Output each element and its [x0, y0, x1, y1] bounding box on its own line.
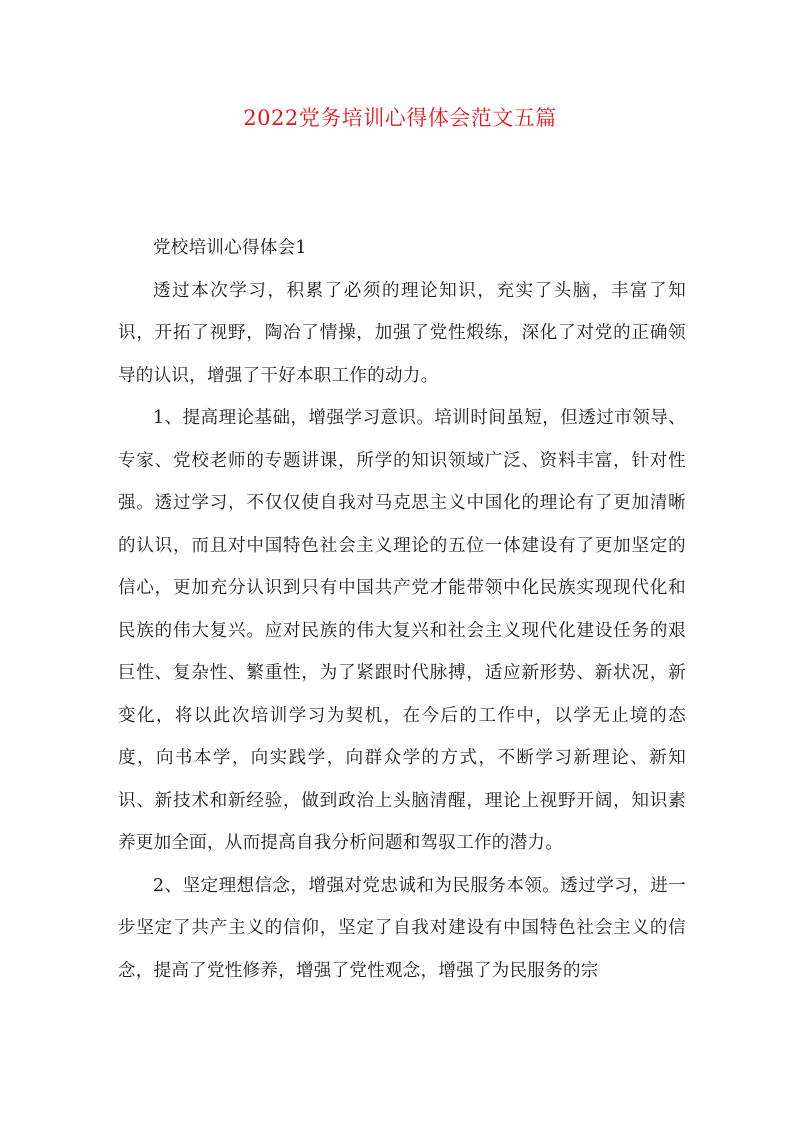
paragraph-intro: 透过本次学习，积累了必须的理论知识，充实了头脑，丰富了知识，开拓了视野，陶冶了情操，加强了党性煅练，深化了对党的正确领导的认识，增强了干好本职工作的动力。 [118, 280, 686, 386]
section-heading: 党校培训心得体会1 [153, 238, 307, 258]
paragraph-2: 2、坚定理想信念，增强对党忠诚和为民服务本领。透过学习，进一步坚定了共产主义的信仰，坚定了自我对建设有中国特色社会主义的信念，提高了党性修养，增强了党性观念，增强了为民服务的宗 [118, 875, 686, 981]
paragraph-1: 1、提高理论基础，增强学习意识。培训时间虽短，但透过市领导、专家、党校老师的专题讲课，所学的知识领域广泛、资料丰富，针对性强。透过学习，不仅仅使自我对马克思主义中国化的理论有了更加清晰的认识，而且对中国特色社会主义理论的五位一体建设有了更加坚定的信心，更加充分认识到只有中国共产党才能带领中化民族实现现代化和民族的伟大复兴。应对民族的伟大复兴和社会主义现代化建设任务的艰巨性、复杂性、繁重性，为了紧跟时代脉搏，适应新形势、新状况，新变化，将以此次培训学习为契机，在今后的工作中，以学无止境的态度，向书本学，向实践学，向群众学的方式，不断学习新理论、新知识、新技术和新经验，做到政治上头脑清醒，理论上视野开阔，知识素养更加全面，从而提高自我分析问题和驾驭工作的潜力。 [118, 408, 686, 853]
document-body [118, 227, 686, 992]
document-title: 2022党务培训心得体会范文五篇 [243, 106, 557, 130]
